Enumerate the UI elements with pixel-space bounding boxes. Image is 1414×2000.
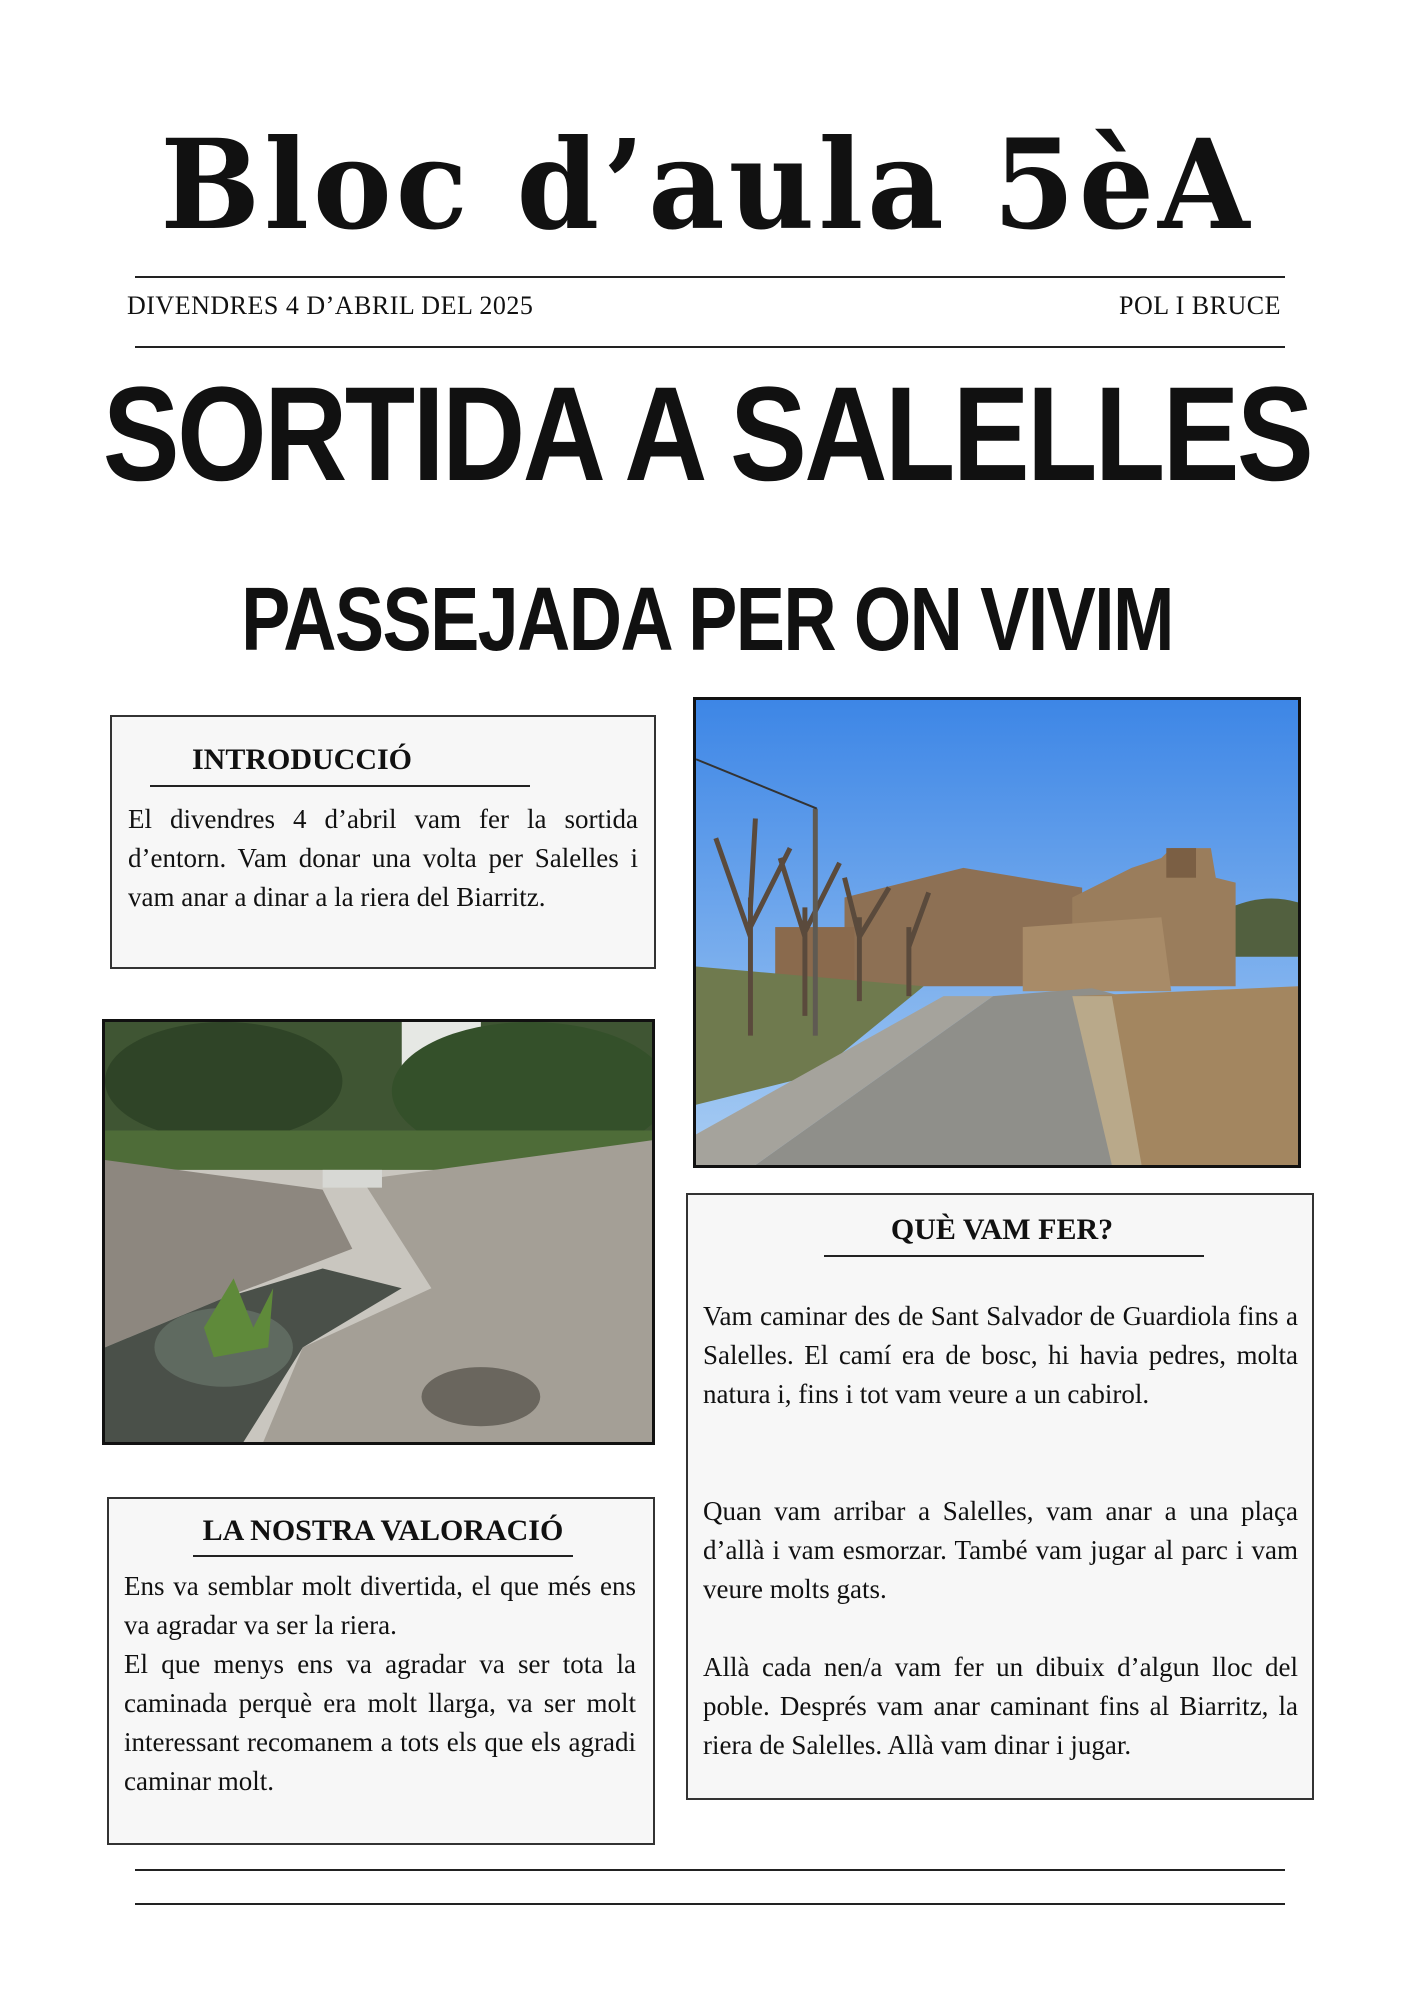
main-headline: SORTIDA A SALELLES [102, 360, 1312, 509]
activities-title-rule [824, 1255, 1204, 1257]
intro-title-rule [150, 785, 530, 787]
footer-rule-bottom [135, 1903, 1285, 1905]
date-line: DIVENDRES 4 D’ABRIL DEL 2025 [127, 291, 534, 320]
review-title-rule [193, 1555, 573, 1557]
activities-title: QUÈ VAM FER? [890, 1213, 1114, 1246]
activities-paragraph-2: Quan vam arribar a Salelles, vam anar a una plaça d’allà i vam esmorzar. També vam jugar al parc i vam veure molts gats. [703, 1496, 1298, 1604]
river-photo [102, 1019, 655, 1445]
intro-text: El divendres 4 d’abril vam fer la sortida d’entorn. Vam donar una volta per Salelles i vam anar a dinar a la riera del Biarritz. [128, 804, 638, 912]
authors: POL I BRUCE [1119, 291, 1281, 320]
river-photo-image [105, 1022, 652, 1442]
sub-headline: PASSEJADA PER ON VIVIM [241, 570, 1173, 670]
bottom-rule [135, 346, 1285, 348]
top-rule [135, 276, 1285, 278]
masthead-title: Bloc d’aula 5èA [160, 111, 1254, 258]
village-photo [693, 697, 1301, 1168]
review-box [107, 1497, 655, 1845]
footer-rule-top [135, 1869, 1285, 1871]
activities-paragraph-1: Vam caminar des de Sant Salvador de Guardiola fins a Salelles. El camí era de bosc, hi havia pedres, molta natura i, fins i tot vam veure a un cabirol. [703, 1301, 1298, 1409]
review-text: Ens va semblar molt divertida, el que més ens va agradar va ser la riera. El que menys ens va agradar va ser tota la caminada perquè era molt llarga, va ser molt interessant recomanem a tots els que els agradi caminar molt. [124, 1571, 636, 1796]
activities-paragraph-3: Allà cada nen/a vam fer un dibuix d’algun lloc del poble. Després vam anar caminant fins al Biarritz, la riera de Salelles. Allà vam dinar i jugar. [703, 1652, 1298, 1760]
intro-box [110, 715, 656, 969]
intro-title: INTRODUCCIÓ [191, 743, 413, 776]
activities-box [686, 1193, 1314, 1800]
review-title: LA NOSTRA VALORACIÓ [202, 1514, 564, 1547]
village-photo-image [696, 700, 1298, 1165]
